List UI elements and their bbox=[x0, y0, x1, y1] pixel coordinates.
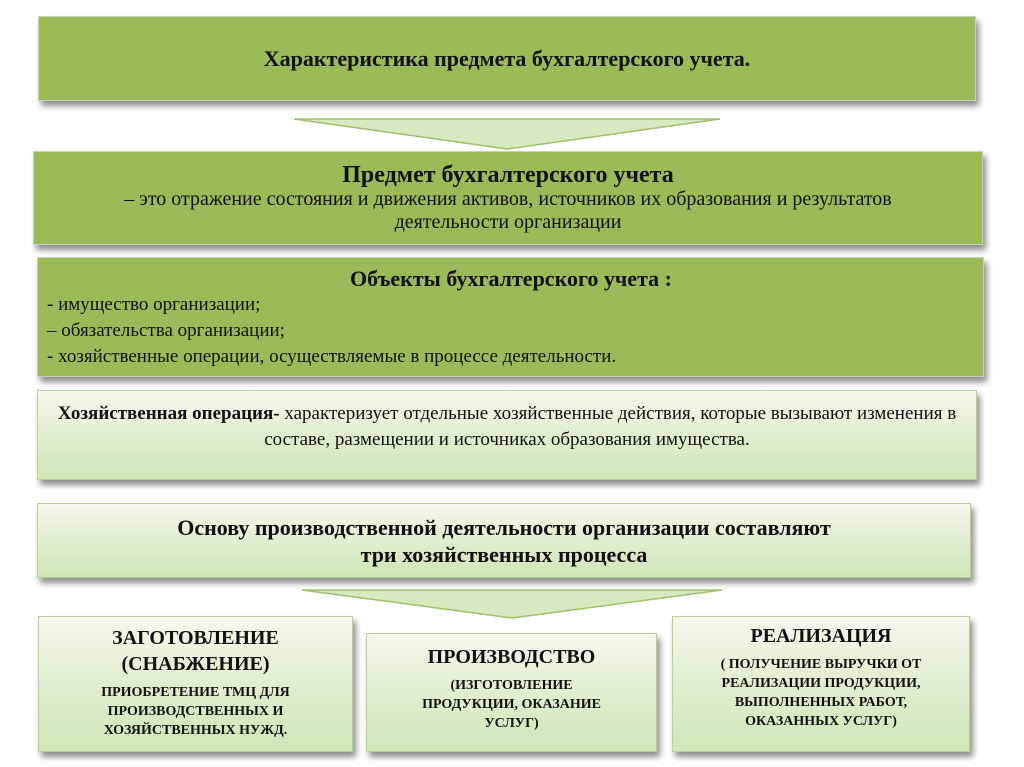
objects-item-operations: - хозяйственные операции, осуществляемые в процессе деятельности. bbox=[47, 346, 617, 367]
objects-heading: Объекты бухгалтерского учета : bbox=[350, 266, 672, 291]
process-sales bbox=[672, 616, 970, 752]
down-arrow-2 bbox=[300, 586, 724, 620]
down-arrow-1 bbox=[292, 115, 722, 151]
objects-item-liabilities: – обязательства организации; bbox=[47, 320, 285, 341]
process-procurement bbox=[38, 616, 353, 752]
process-sales-title: РЕАЛИЗАЦИЯ bbox=[750, 625, 892, 647]
slide-title: Характеристика предмета бухгалтерского учета. bbox=[263, 45, 751, 71]
process-production-desc: (ИЗГОТОВЛЕНИЕ ПРОДУКЦИИ, ОКАЗАНИЕ УСЛУГ) bbox=[422, 678, 601, 731]
basis-line-1: Основу производственной деятельности организации составляют bbox=[177, 514, 831, 540]
process-procurement-desc: ПРИОБРЕТЕНИЕ ТМЦ ДЛЯ ПРОИЗВОДСТВЕННЫХ И ХОЗЯЙСТВЕННЫХ НУЖД. bbox=[101, 685, 290, 738]
subject-box bbox=[33, 151, 983, 245]
operation-text: характеризует отдельные хозяйственные действия, которые вызывают изменения в составе, размещении и источниках образования имущества. bbox=[264, 403, 957, 450]
process-production bbox=[366, 633, 657, 752]
process-production-title: ПРОИЗВОДСТВО bbox=[427, 646, 596, 668]
title-box bbox=[38, 16, 976, 101]
process-procurement-subtitle: (СНАБЖЕНИЕ) bbox=[121, 653, 270, 675]
operation-term: Хозяйственная операция- bbox=[57, 403, 280, 424]
process-procurement-title: ЗАГОТОВЛЕНИЕ bbox=[112, 627, 279, 649]
subject-heading: Предмет бухгалтерского учета bbox=[342, 162, 674, 188]
basis-line-2: три хозяйственных процесса bbox=[360, 541, 648, 567]
operation-box bbox=[37, 390, 977, 480]
process-sales-desc: ( ПОЛУЧЕНИЕ ВЫРУЧКИ ОТ РЕАЛИЗАЦИИ ПРОДУКЦИИ, ВЫПОЛНЕННЫХ РАБОТ, ОКАЗАННЫХ УСЛУГ) bbox=[720, 657, 922, 729]
objects-box bbox=[37, 257, 984, 377]
subject-text: – это отражение состояния и движения активов, источников их образования и результатов деятельности организации bbox=[124, 188, 892, 233]
objects-item-property: - имущество организации; bbox=[47, 294, 261, 315]
basis-box bbox=[37, 503, 971, 578]
